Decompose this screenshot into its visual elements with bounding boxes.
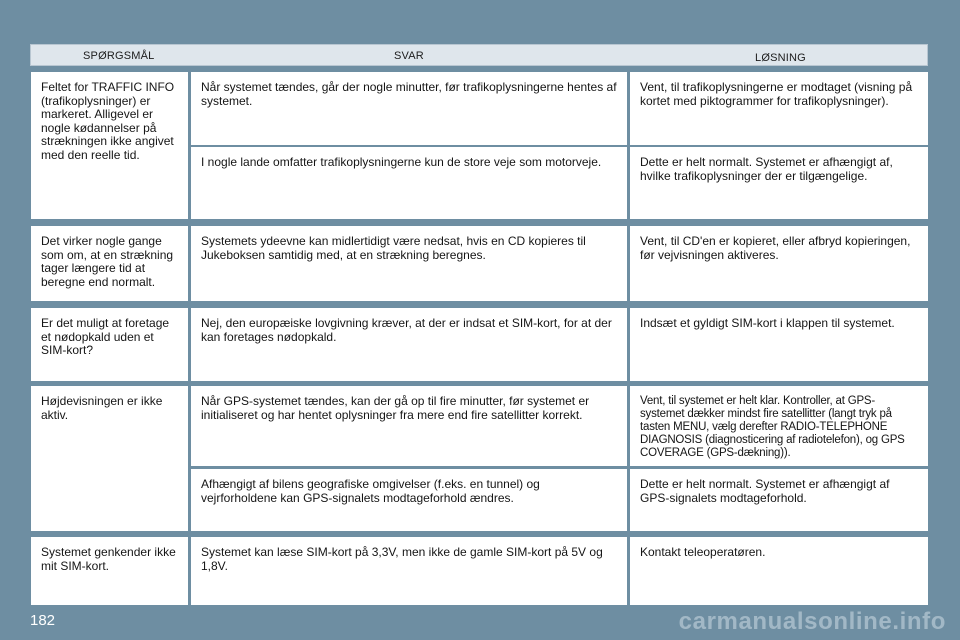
question-cell: Systemet genkender ikke mit SIM-kort. <box>31 537 188 605</box>
header-question: SPØRGSMÅL <box>83 50 155 62</box>
question-cell: Det virker nogle gange som om, at en strækning tager længere tid at beregne end normalt. <box>31 226 188 301</box>
solution-cell: Kontakt teleoperatøren. <box>630 537 928 605</box>
answer-cell: Systemets ydeevne kan midlertidigt være nedsat, hvis en CD kopieres til Jukeboksen samtidig med, at en strækning beregnes. <box>191 226 627 301</box>
solution-cell: Vent, til CD'en er kopieret, eller afbryd kopieringen, før vejvisningen aktiveres. <box>630 226 928 301</box>
header-answer: SVAR <box>394 50 424 62</box>
solution-cell: Vent, til systemet er helt klar. Kontroller, at GPS-systemet dækker mindst fire satellitter (langt tryk på tasten MENU, vælg derefter RADIO-TELEPHONE DIAGNOSIS (diagnosticering af radiotelefon), og GPS COVERAGE (GPS-dækning)). <box>630 386 928 466</box>
question-cell: Feltet for TRAFFIC INFO (trafikoplysninger) er markeret. Alligevel er nogle kødannelser på strækningen ikke angivet med den reelle tid. <box>31 72 188 219</box>
table-header <box>30 44 928 66</box>
header-solution: LØSNING <box>755 52 806 64</box>
answer-cell: I nogle lande omfatter trafikoplysningerne kun de store veje som motorveje. <box>191 147 627 219</box>
solution-cell: Dette er helt normalt. Systemet er afhængigt af, hvilke trafikoplysninger der er tilgængelige. <box>630 147 928 219</box>
page-number: 182 <box>30 612 56 629</box>
answer-cell: Systemet kan læse SIM-kort på 3,3V, men ikke de gamle SIM-kort på 5V og 1,8V. <box>191 537 627 605</box>
solution-cell: Vent, til trafikoplysningerne er modtaget (visning på kortet med piktogrammer for trafikoplysninger). <box>630 72 928 145</box>
question-cell: Er det muligt at foretage et nødopkald uden et SIM-kort? <box>31 308 188 381</box>
answer-cell: Når systemet tændes, går der nogle minutter, før trafikoplysningerne hentes af systemet. <box>191 72 627 145</box>
answer-cell: Nej, den europæiske lovgivning kræver, at der er indsat et SIM-kort, for at der kan foretages nødopkald. <box>191 308 627 381</box>
answer-cell: Afhængigt af bilens geografiske omgivelser (f.eks. en tunnel) og vejrforholdene kan GPS-signalets modtageforhold ændres. <box>191 469 627 531</box>
solution-cell: Indsæt et gyldigt SIM-kort i klappen til systemet. <box>630 308 928 381</box>
watermark: carmanualsonline.info <box>678 608 946 635</box>
solution-cell: Dette er helt normalt. Systemet er afhængigt af GPS-signalets modtageforhold. <box>630 469 928 531</box>
question-cell: Højdevisningen er ikke aktiv. <box>31 386 188 531</box>
answer-cell: Når GPS-systemet tændes, kan der gå op til fire minutter, før systemet er initialiseret og har hentet oplysninger fra mere end fire satellitter korrekt. <box>191 386 627 466</box>
